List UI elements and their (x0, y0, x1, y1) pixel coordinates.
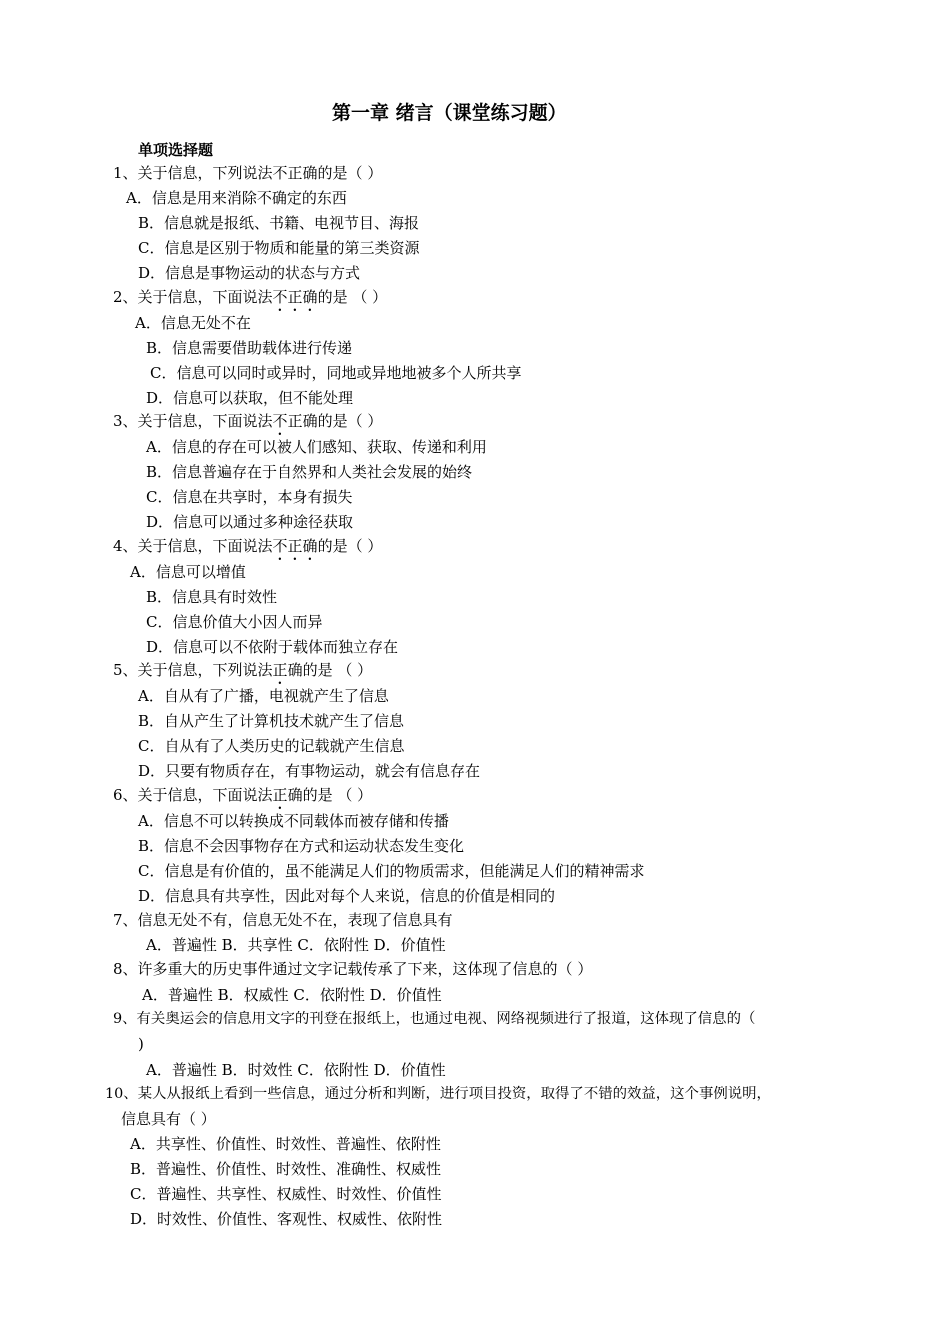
question-4-stem-post: 的是（ ） (317, 537, 383, 555)
page-title: 第一章 绪言（课堂练习题） (332, 102, 567, 124)
question-3-option-a: A．信息的存在可以被人们感知、获取、传递和利用 (146, 438, 487, 456)
question-6-stem-post: 确的是 （ ） (287, 786, 373, 804)
question-9-stem-continued: ) (138, 1035, 144, 1053)
question-6-option-d: D．信息具有共享性，因此对每个人来说，信息的价值是相同的 (138, 887, 556, 905)
question-6-stem-pre: 6、关于信息，下面说法 (113, 786, 273, 804)
question-2-stem (113, 287, 387, 315)
question-6-emphasis: 正 (272, 786, 288, 804)
question-2-stem-pre: 2、关于信息，下面说法 (113, 288, 273, 306)
question-4-option-a: A．信息可以增值 (130, 563, 246, 581)
question-7-stem: 7、信息无处不有，信息无处不在，表现了信息具有 (113, 911, 453, 929)
question-2-stem-post: 的是 （ ） (317, 288, 388, 306)
question-10-option-c: C．普遍性、共享性、权威性、时效性、价值性 (130, 1185, 442, 1203)
question-2-option-c: C．信息可以同时或异时，同地或异地地被多个人所共享 (150, 364, 522, 382)
question-5-option-c: C．自从有了人类历史的记载就产生信息 (138, 737, 405, 755)
question-2-option-b: B．信息需要借助载体进行传递 (146, 339, 353, 357)
question-10-option-d: D．时效性、价值性、客观性、权威性、依附性 (130, 1210, 443, 1228)
question-5-stem-pre: 5、关于信息，下列说法 (113, 661, 273, 679)
question-1-option-a: A．信息是用来消除不确定的东西 (126, 189, 347, 207)
question-4-option-b: B．信息具有时效性 (146, 588, 278, 606)
question-1-option-d: D．信息是事物运动的状态与方式 (138, 264, 361, 282)
question-3-stem (113, 411, 382, 439)
question-6-option-c: C．信息是有价值的，虽不能满足人们的物质需求，但能满足人们的精神需求 (138, 862, 645, 880)
question-8-stem: 8、许多重大的历史事件通过文字记载传承了下来，这体现了信息的（ ） (113, 960, 593, 978)
question-10-stem-continued: 信息具有（ ） (121, 1110, 216, 1128)
question-2-option-d: D．信息可以获取，但不能处理 (146, 389, 354, 407)
question-6-option-a: A．信息不可以转换成不同载体而被存储和传播 (138, 812, 449, 830)
question-1-option-c: C．信息是区别于物质和能量的第三类资源 (138, 239, 420, 257)
question-6-option-b: B．信息不会因事物存在方式和运动状态发生变化 (138, 837, 465, 855)
question-5-stem-post: 确的是 （ ） (287, 661, 373, 679)
question-5-option-d: D．只要有物质存在，有事物运动，就会有信息存在 (138, 762, 481, 780)
question-10-option-a: A．共享性、价值性、时效性、普遍性、依附性 (130, 1135, 441, 1153)
question-4-option-d: D．信息可以不依附于载体而独立存在 (146, 638, 399, 656)
question-1-option-b: B．信息就是报纸、书籍、电视节目、海报 (138, 214, 420, 232)
question-1-stem: 1、关于信息，下列说法不正确的是（ ） (113, 164, 383, 182)
section-heading: 单项选择题 (138, 141, 214, 159)
question-9-options: A．普遍性 B．时效性 C．依附性 D．价值性 (146, 1061, 446, 1079)
question-4-option-c: C．信息价值大小因人而异 (146, 613, 323, 631)
question-2-emphasis: 不正确 (272, 288, 318, 306)
question-3-stem-post: 正确的是（ ） (287, 412, 383, 430)
question-5-option-b: B．自从产生了计算机技术就产生了信息 (138, 712, 405, 730)
question-10-option-b: B．普遍性、价值性、时效性、准确性、权威性 (130, 1160, 442, 1178)
question-4-stem-pre: 4、关于信息，下面说法 (113, 537, 273, 555)
question-10-stem: 10、某人从报纸上看到一些信息，通过分析和判断，进行项目投资，取得了不错的效益，这个事例说明， (105, 1086, 771, 1102)
question-2-option-a: A．信息无处不在 (135, 314, 251, 332)
question-3-option-b: B．信息普遍存在于自然界和人类社会发展的始终 (146, 463, 473, 481)
question-4-stem (113, 536, 382, 564)
question-4-emphasis: 不正确 (272, 537, 318, 555)
question-3-stem-pre: 3、关于信息，下面说法 (113, 412, 273, 430)
question-3-option-c: C．信息在共享时，本身有损失 (146, 488, 353, 506)
question-9-stem: 9、有关奥运会的信息用文字的刊登在报纸上，也通过电视、网络视频进行了报道，这体现了信息的（ (113, 1011, 756, 1027)
question-3-emphasis: 不 (272, 412, 288, 430)
question-5-emphasis: 正 (272, 661, 288, 679)
question-5-option-a: A．自从有了广播，电视就产生了信息 (138, 687, 389, 705)
question-3-option-d: D．信息可以通过多种途径获取 (146, 513, 354, 531)
question-6-stem (113, 785, 372, 813)
question-5-stem (113, 660, 372, 688)
question-7-options: A．普遍性 B．共享性 C．依附性 D．价值性 (146, 936, 446, 954)
question-8-options: A．普遍性 B．权威性 C．依附性 D．价值性 (142, 986, 442, 1004)
